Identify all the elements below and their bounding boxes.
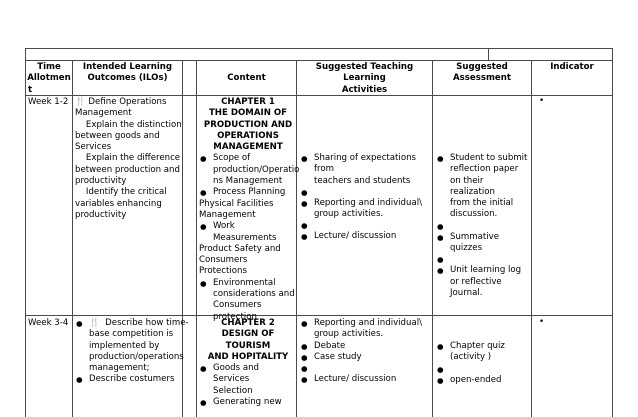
chapter-heading: CHAPTER 2 DESIGN OF TOURISM AND HOPITALITY [207,318,289,362]
activity-item: ● Lecture/ discussion [300,374,432,385]
row1-ilo: 🍴 Define Operations Management Explain the distinction between goods and Services Explain the difference between production and productivity Identify the critical variables enhancing productivity [75,97,182,220]
assessment-item: ● open-ended [436,375,531,386]
spacer [436,254,531,265]
spacer [300,220,432,231]
row2-ilo [75,318,189,386]
activity-item: ● Lecture/ discussion [300,231,432,242]
row2-content [199,318,297,408]
content-item: ● Process Planning [199,187,297,198]
row2-activities [300,318,432,385]
row1-week: Week 1-2 [28,97,69,107]
content-item: ● Environmental considerations and Consumers protection [199,278,297,323]
header-ilo: Intended Learning Outcomes (ILOs) [82,62,173,84]
header-time: Time Allotmen t [27,62,71,95]
spacer [436,364,531,375]
row1-activities [300,153,432,243]
spacer [300,187,432,198]
row2-week: Week 3-4 [28,318,69,328]
content-item: ● Work Measurements [199,221,297,244]
table-border-top [25,48,613,49]
content-item: Physical Facilities Management [199,198,274,220]
activity-item: ● Case study [300,352,432,363]
spacer [300,363,432,374]
content-item: ● Goods and Services Selection [199,363,297,397]
chapter-heading: CHAPTER 1 THE DOMAIN OF PRODUCTION AND OPERATIONS MANAGEMENT [203,97,293,153]
row1-assessment [436,153,531,299]
header-indicator: Indicator [550,62,594,72]
activity-item: ● Reporting and individual\ group activities. [300,318,432,341]
header-assessment: Suggested Assessment [453,62,511,84]
content-item: ● Scope of production/Operatio ns Management [199,153,297,187]
content-item: ● Generating new [199,397,297,408]
activity-item: ● Reporting and individual\ group activities. [300,198,432,221]
row2-indicator: • [539,317,545,327]
activity-item: ● Sharing of expectations from teachers and students [300,153,432,187]
ilo-item: ● 🍴 Describe how time- base competition is implemented by production/operations management; [75,318,183,374]
header-activities: Suggested Teaching Learning Activities [315,62,414,95]
spacer [436,221,531,232]
assessment-item: ● Unit learning log or reflective Journal. [436,265,531,299]
ilo-item: ● Describe costumers [75,374,183,385]
assessment-item: ● Chapter quiz (activity ) [436,341,531,364]
table-rule [25,60,613,61]
table-rule [72,60,73,417]
content-item: Product Safety and Consumers Protections [199,243,281,277]
row2-assessment [436,341,531,386]
table-border-right [612,48,613,417]
table-rule [531,60,532,417]
row1-indicator: • [539,96,545,106]
assessment-item: ● Summative quizzes [436,232,531,255]
table-border-left [25,48,26,417]
table-rule [432,60,433,417]
table-rule [488,48,489,60]
header-content: Content [227,73,266,83]
activity-item: ● Debate [300,341,432,352]
table-rule [196,60,197,417]
assessment-item: ● Student to submit reflection paper on their realization from the initial discussion. [436,153,531,221]
table-rule [25,315,613,316]
row1-content [199,97,300,323]
